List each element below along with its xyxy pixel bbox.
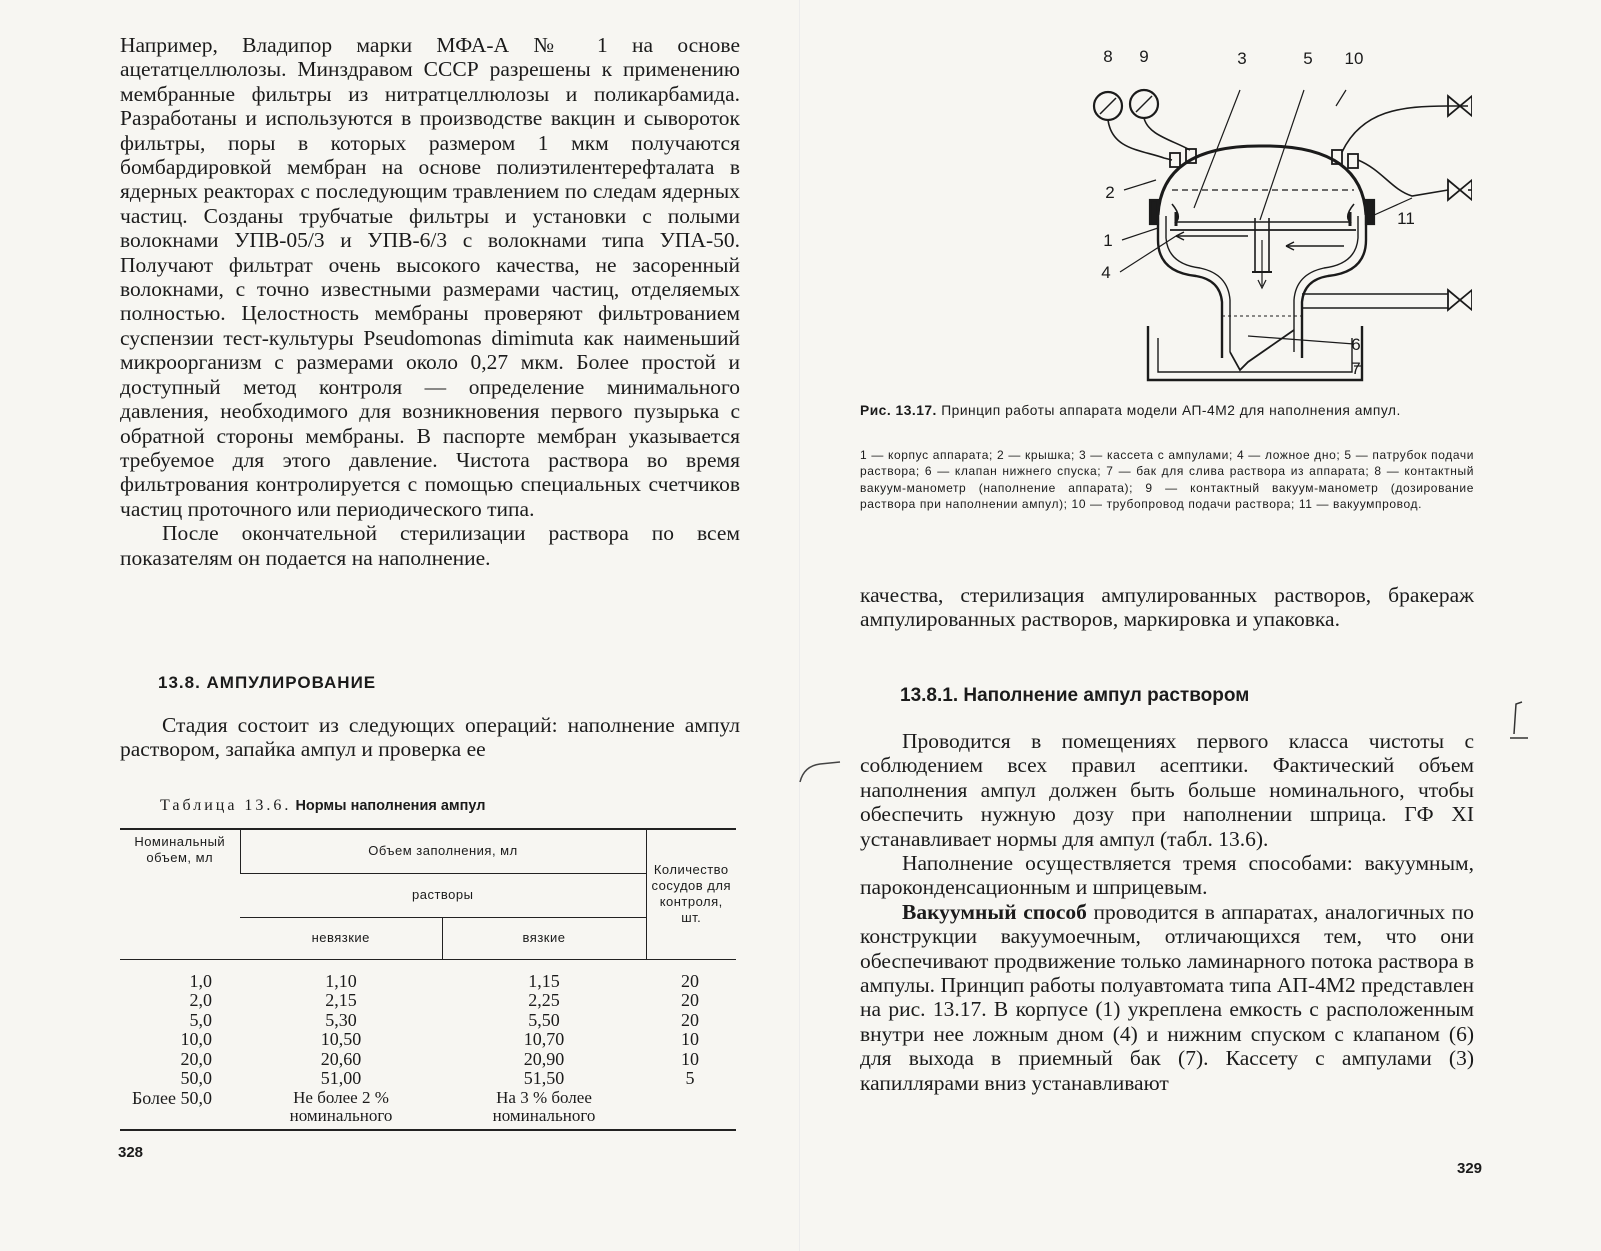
- left-text-block: [120, 33, 740, 570]
- header-viscous: вязкие: [442, 917, 646, 959]
- table-row: [120, 959, 736, 991]
- cell-count: 10: [681, 1029, 699, 1049]
- cell-viscous: 2,25: [528, 990, 560, 1010]
- table-row: [120, 1030, 736, 1050]
- left-text-block-2: [120, 713, 740, 762]
- diagram-label-11: 11: [1397, 209, 1415, 228]
- figure-caption-text: Принцип работы аппарата модели АП-4М2 для наполнения ампул.: [941, 403, 1401, 418]
- table-caption-title: Нормы наполнения ампул: [295, 798, 486, 814]
- cell-viscous: 5,50: [528, 1009, 560, 1030]
- figure-legend: 1 — корпус аппарата; 2 — крышка; 3 — кассета с ампулами; 4 — ложное дно; 5 — патрубок подачи раствора; 6 — клапан нижнего спуска; 7 — бак для слива раствора из аппарата; 8 — контактный вакуум-манометр (наполнение аппарата); 9 — контактный вакуум-манометр (дозирование раствора при наполнении ампул); 10 — трубопровод подачи раствора; 11 — вакуумпровод.: [860, 448, 1474, 511]
- cell-count: 20: [681, 990, 699, 1010]
- cell-nonviscous: 1,10: [325, 970, 357, 991]
- cell-nonviscous: 5,30: [325, 1009, 357, 1030]
- cell-count: 20: [681, 1009, 699, 1030]
- cell-nominal: 5,0: [189, 1009, 212, 1030]
- right-text-block-1: [860, 583, 1474, 632]
- left-paragraph-3: Стадия состоит из следующих операций: наполнение ампул раствором, запайка ампул и проверка ее: [120, 713, 740, 762]
- right-text-block-2: [860, 729, 1474, 1095]
- apparatus-diagram: [1072, 40, 1472, 390]
- header-count: Количество сосудов для контроля, шт.: [646, 829, 736, 959]
- cell-nonviscous: Не более 2 % номинального: [240, 1089, 442, 1130]
- table-row: [120, 1089, 736, 1130]
- right-paragraph-3: Наполнение осуществляется тремя способами: вакуумным, пароконденсационным и шприцевым.: [860, 851, 1474, 900]
- subsection-heading: 13.8.1. Наполнение ампул раствором: [900, 685, 1250, 706]
- diagram-label-2: 2: [1105, 183, 1115, 202]
- diagram-label-7: 7: [1351, 359, 1361, 378]
- cell-nonviscous: 51,00: [320, 1068, 362, 1088]
- table-row: [120, 1069, 736, 1089]
- right-paragraph-4: [860, 900, 1474, 1095]
- diagram-label-5: 5: [1303, 49, 1313, 68]
- table-body: [120, 959, 736, 1130]
- left-page: [0, 0, 800, 1251]
- diagram-label-3: 3: [1237, 49, 1247, 68]
- diagram-label-10: 10: [1344, 49, 1364, 68]
- header-nominal: Номинальный объем, мл: [120, 829, 240, 959]
- diagram-label-1: 1: [1103, 231, 1113, 250]
- cell-count: 5: [685, 1068, 695, 1088]
- cell-nominal: 10,0: [180, 1029, 212, 1049]
- cell-nonviscous: 20,60: [320, 1048, 362, 1069]
- cell-viscous: На 3 % более номинального: [442, 1089, 646, 1130]
- page-number-right: 329: [1457, 1160, 1483, 1177]
- diagram-label-6: 6: [1351, 335, 1361, 354]
- figure-caption-label: Рис. 13.17.: [860, 403, 937, 418]
- header-solutions: растворы: [240, 873, 646, 917]
- cell-nominal: 50,0: [180, 1068, 212, 1088]
- fill-norms-table: [120, 828, 736, 1131]
- section-heading: 13.8. АМПУЛИРОВАНИЕ: [158, 673, 377, 692]
- cell-viscous: 1,15: [528, 970, 560, 991]
- margin-bracket-mark: [1506, 698, 1532, 742]
- table-caption-label: Таблица 13.6.: [160, 797, 292, 814]
- left-paragraph-1: Например, Владипор марки МФА-А № 1 на основе ацетатцеллюлозы. Минздравом СССР разрешены к применению мембранные фильтры из нитратцеллюлозы и поликарбамида. Разработаны и используются в производстве вакцин и сывороток фильтры, поры в которых размером 1 мкм получаются бомбардировкой мембран на основе полиэтилентерефталата в ядерных реакторах с последующим травлением по следам ядерных частиц. Созданы трубчатые фильтры и установки с полыми волокнами УПВ-05/3 и УПВ-6/3 с волокнами типа УПА-50. Получают фильтрат очень высокого качества, не засоренный волокнами, с точно известными размерами частиц, отделяемых полностью. Целостность мембраны проверяют фильтрованием суспензии тест-культуры Pseudomonas dimimuta как наименьший микроорганизм с размерами около 0,27 мкм. Более простой и доступный метод контроля — определение минимального давления, необходимого для возникновения первого пузырька с обратной стороны мембраны. В паспорте мембран указывается требуемое для этого давление. Чистота раствора во время фильтрования контролируется с помощью специальных счетчиков частиц проточного или периодического типа.: [120, 33, 740, 521]
- right-paragraph-2: Проводится в помещениях первого класса чистоты с соблюдением всех правил асептики. Фактический объем наполнения ампул должен быть больше номинального, чтобы обеспечить нужную дозу при наполнении шприца. ГФ XI устанавливает нормы для ампул (табл. 13.6).: [860, 729, 1474, 851]
- right-paragraph-1: качества, стерилизация ампулированных растворов, бракераж ампулированных растворов, маркировка и упаковка.: [860, 583, 1474, 632]
- cell-viscous: 20,90: [523, 1048, 565, 1069]
- header-nonviscous: невязкие: [240, 917, 442, 959]
- table-row: [120, 991, 736, 1011]
- table-caption: [160, 797, 485, 815]
- table-row: [120, 1011, 736, 1031]
- diagram-label-4: 4: [1101, 263, 1111, 282]
- cell-nominal: 20,0: [180, 1048, 212, 1069]
- right-paragraph-4-rest: проводится в аппаратах, аналогичных по конструкции вакуумоечным, отличающихся тем, что они обеспечивают продвижение только ламинарного потока раствора в ампулы. Принцип работы полуавтомата типа АП-4М2 представлен на рис. 13.17. В корпусе (1) укреплена емкость с расположенным внутри нее ложным дном (4) и нижним спуском с клапаном (6) для выхода в приемный бак (7). Кассету с ампулами (3) капиллярами вниз устанавливают: [860, 899, 1474, 1095]
- cell-nonviscous: 2,15: [325, 990, 357, 1010]
- cell-nominal: 2,0: [189, 990, 212, 1010]
- page-number-left: 328: [118, 1144, 144, 1161]
- figure-caption: [860, 402, 1472, 420]
- diagram-label-8: 8: [1103, 47, 1113, 66]
- cell-count: 20: [681, 970, 699, 991]
- table-row: [120, 1050, 736, 1070]
- cell-viscous: 10,70: [523, 1029, 565, 1049]
- cell-count: [646, 1089, 736, 1130]
- diagram-label-9: 9: [1139, 47, 1149, 66]
- cell-viscous: 51,50: [523, 1068, 565, 1088]
- vacuum-method-term: Вакуумный способ: [902, 899, 1087, 924]
- header-volume: Объем заполнения, мл: [240, 829, 646, 873]
- left-paragraph-2: После окончательной стерилизации раствора по всем показателям он подается на наполнение.: [120, 521, 740, 570]
- right-page: [800, 0, 1601, 1251]
- cell-nominal: 1,0: [189, 970, 212, 991]
- cell-count: 10: [681, 1048, 699, 1069]
- cell-nonviscous: 10,50: [320, 1029, 362, 1049]
- cell-nominal: Более 50,0: [120, 1089, 240, 1130]
- valve-bottom: [1448, 290, 1472, 310]
- margin-pencil-mark: [796, 756, 846, 786]
